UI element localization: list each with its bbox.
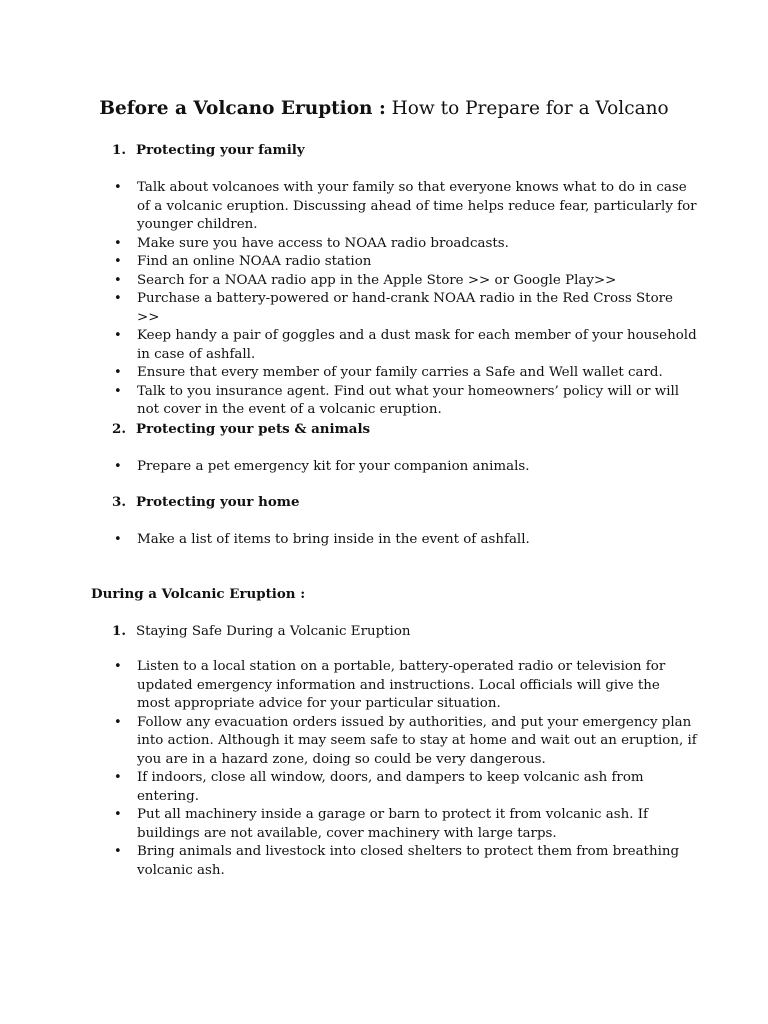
list-item: • Keep handy a pair of goggles and a dust mask for each member of your household in case of ashfall. bbox=[137, 327, 697, 364]
section-number: 1. bbox=[112, 623, 126, 639]
section-title: Protecting your pets & animals bbox=[136, 421, 371, 437]
list-item: • Talk to you insurance agent. Find out what your homeowners’ policy will or will not cover in the event of a volcanic eruption. bbox=[137, 383, 697, 420]
section-heading bbox=[112, 421, 370, 437]
section-heading bbox=[112, 142, 305, 158]
section-number: 3. bbox=[112, 494, 126, 510]
section-title: Staying Safe During a Volcanic Eruption bbox=[136, 624, 411, 639]
list-item: • If indoors, close all window, doors, and dampers to keep volcanic ash from entering. bbox=[137, 769, 697, 806]
list-item: • Talk about volcanoes with your family so that everyone knows what to do in case of a volcanic eruption. Discussing ahead of time helps reduce fear, particularly for younger children. bbox=[137, 179, 697, 235]
bullet-list bbox=[137, 179, 697, 420]
list-item: • Purchase a battery-powered or hand-crank NOAA radio in the Red Cross Store >> bbox=[137, 290, 697, 327]
section-title: Protecting your family bbox=[136, 142, 305, 158]
list-item: • Find an online NOAA radio station bbox=[137, 253, 697, 272]
list-item: • Prepare a pet emergency kit for your companion animals. bbox=[137, 458, 697, 477]
during-heading: During a Volcanic Eruption : bbox=[91, 586, 306, 602]
list-item: • Ensure that every member of your family carries a Safe and Well wallet card. bbox=[137, 364, 697, 383]
bullet-list bbox=[137, 531, 697, 550]
list-item: • Search for a NOAA radio app in the Apple Store >> or Google Play>> bbox=[137, 272, 697, 291]
section-heading bbox=[112, 623, 411, 639]
list-item: • Follow any evacuation orders issued by authorities, and put your emergency plan into action. Although it may seem safe to stay at home and wait out an eruption, if you are in a hazard zone, doing so could be very dangerous. bbox=[137, 714, 697, 770]
list-item: • Listen to a local station on a portable, battery-operated radio or television for updated emergency information and instructions. Local officials will give the most appropriate advice for your particular situation. bbox=[137, 658, 697, 714]
list-item: • Make a list of items to bring inside in the event of ashfall. bbox=[137, 531, 697, 550]
section-number: 1. bbox=[112, 142, 126, 158]
page-title bbox=[0, 98, 768, 119]
section-title: Protecting your home bbox=[136, 494, 300, 510]
bullet-list bbox=[137, 458, 697, 477]
bullet-list bbox=[137, 658, 697, 880]
title-bold: Before a Volcano Eruption : bbox=[99, 98, 386, 119]
title-rest: How to Prepare for a Volcano bbox=[385, 98, 669, 119]
list-item: • Put all machinery inside a garage or barn to protect it from volcanic ash. If buildings are not available, cover machinery with large tarps. bbox=[137, 806, 697, 843]
list-item: • Bring animals and livestock into closed shelters to protect them from breathing volcanic ash. bbox=[137, 843, 697, 880]
section-heading bbox=[112, 494, 299, 510]
section-number: 2. bbox=[112, 421, 126, 437]
list-item: • Make sure you have access to NOAA radio broadcasts. bbox=[137, 235, 697, 254]
